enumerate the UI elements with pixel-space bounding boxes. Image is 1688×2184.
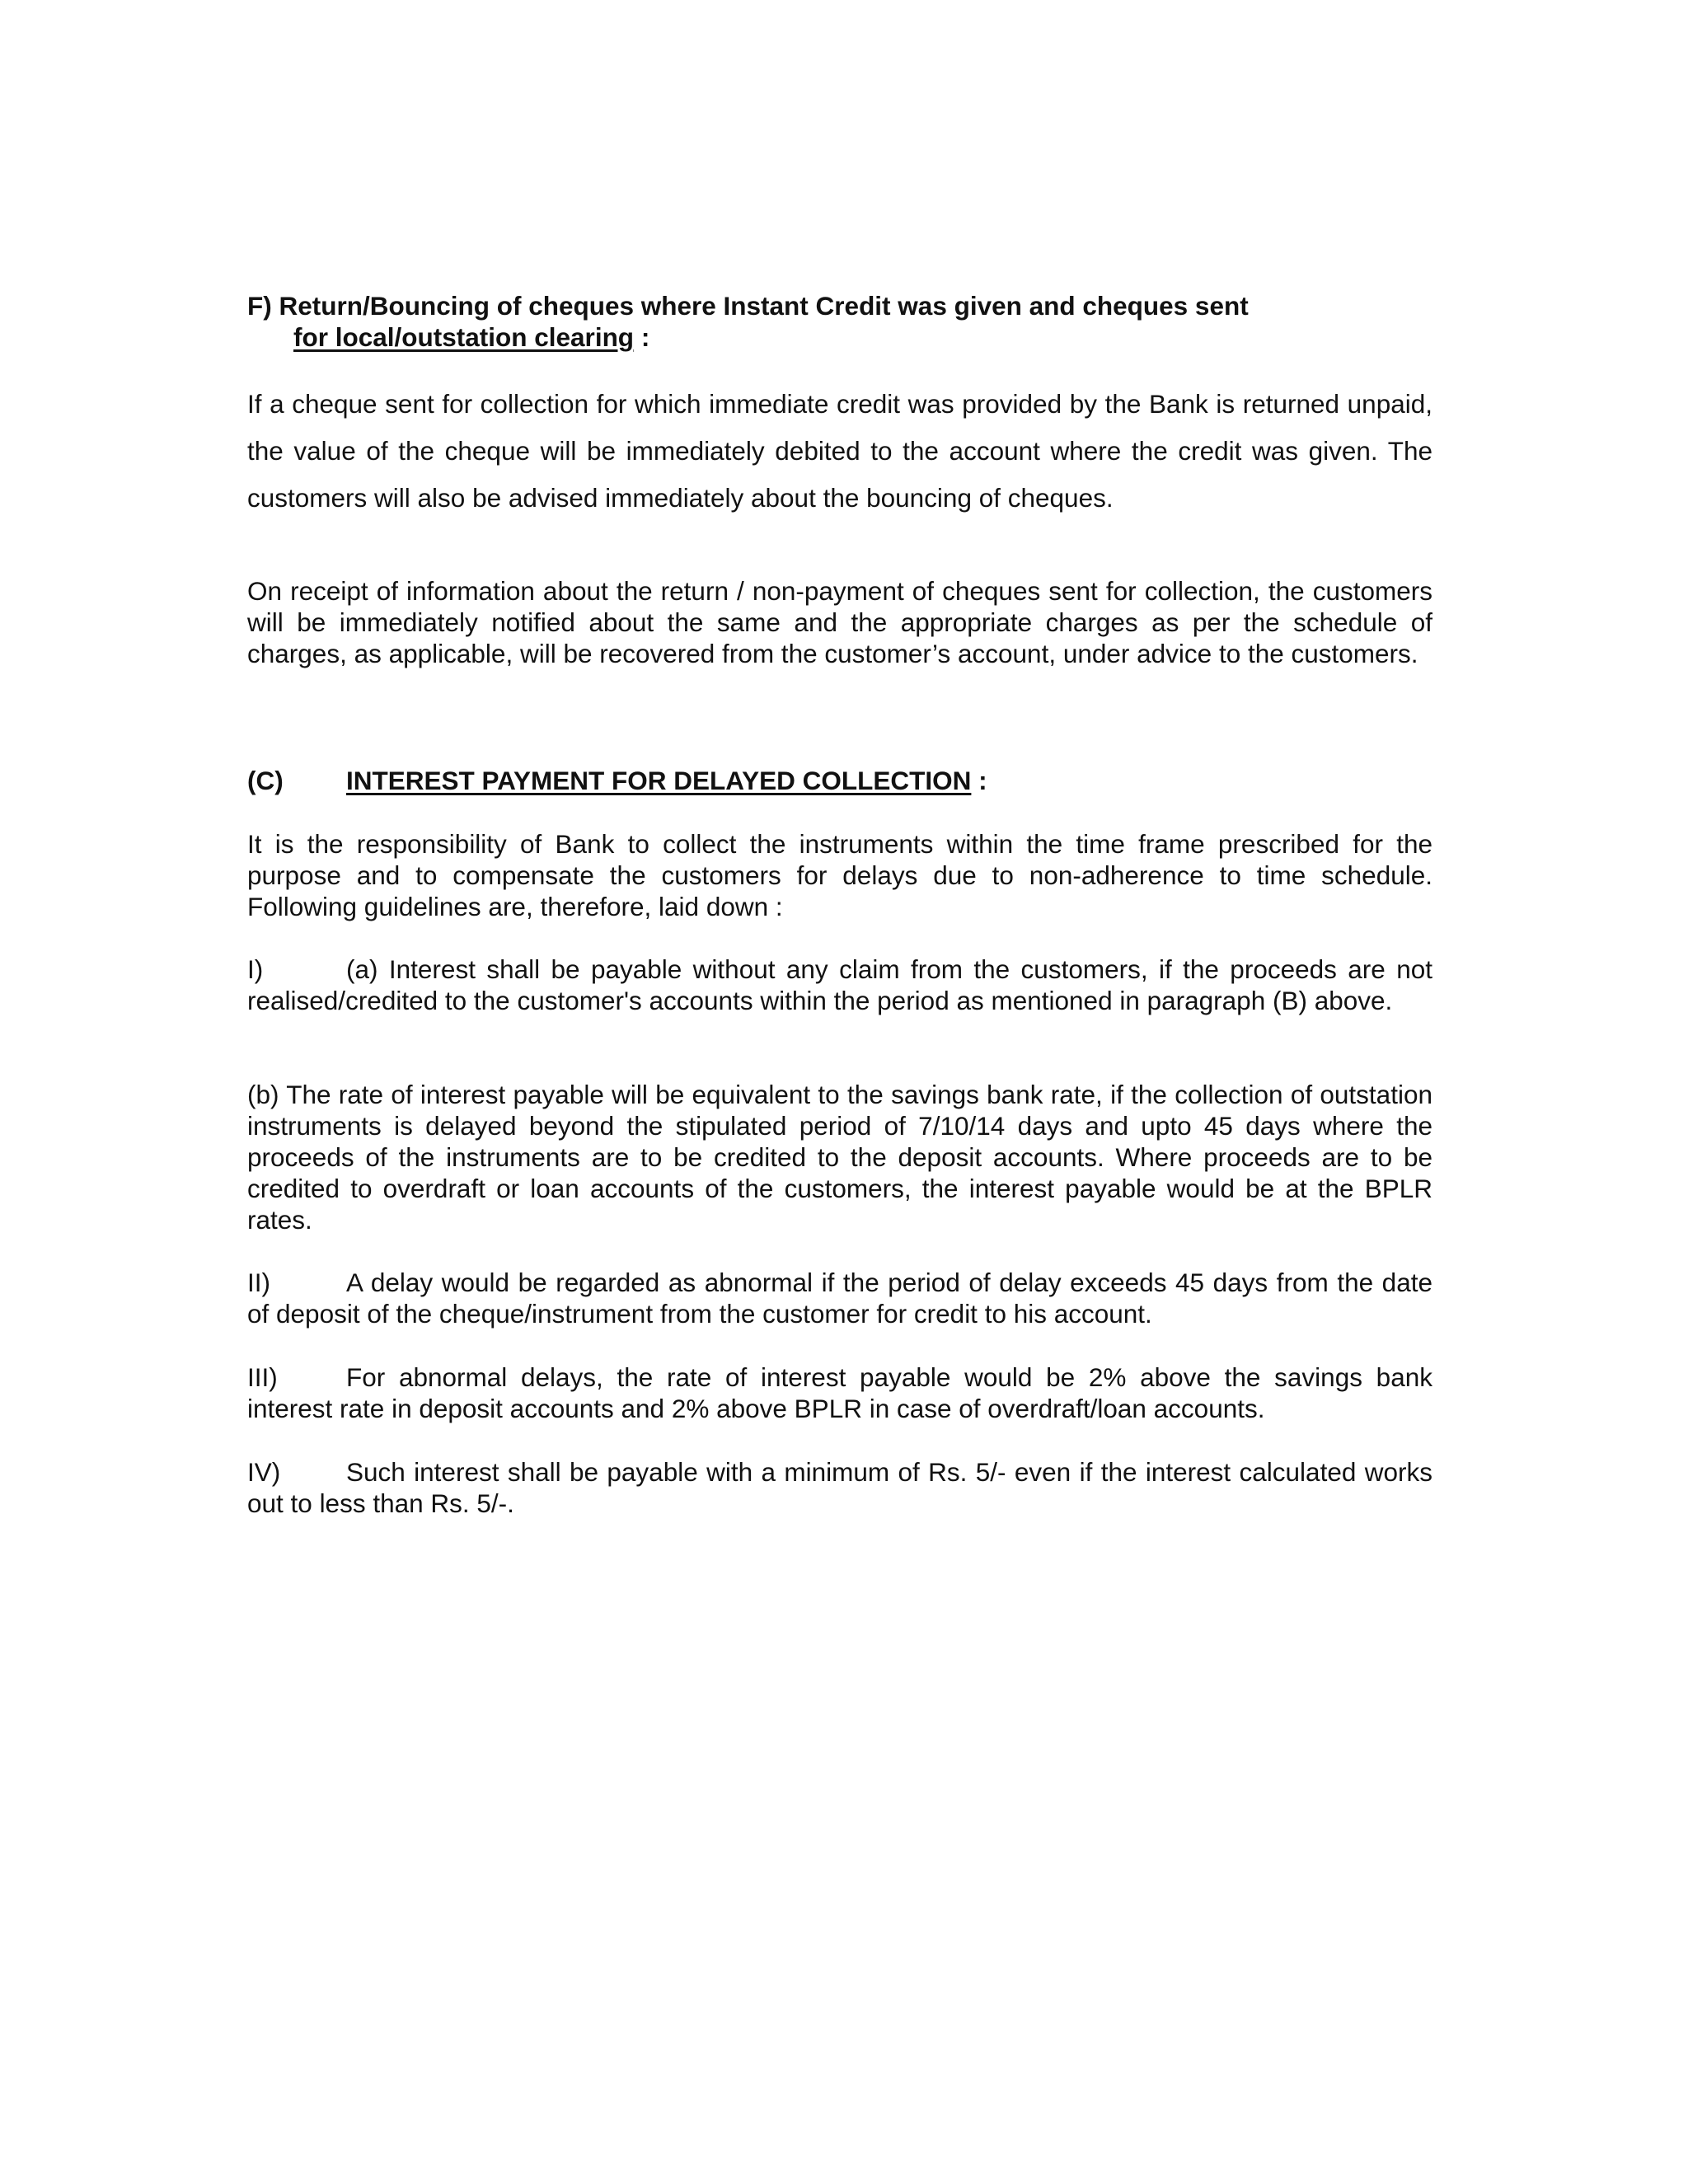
item-text: A delay would be regarded as abnormal if the period of delay exceeds 45 days from the date of deposit of the cheque/instrument from the customer for credit to his account. — [247, 1268, 1432, 1329]
section-c-label: (C) — [247, 766, 284, 795]
section-c-item-3 — [247, 1361, 1432, 1424]
item-text: Such interest shall be payable with a minimum of Rs. 5/- even if the interest calculated works out to less than Rs. 5/-. — [247, 1457, 1432, 1518]
item-label: III) — [247, 1362, 278, 1392]
section-f-heading — [247, 290, 1432, 353]
section-f-heading-underlined: for local/outstation clearing — [293, 322, 635, 352]
section-f-paragraph-2: On receipt of information about the return / non-payment of cheques sent for collection, the customers will be immediately notified about the same and the appropriate charges as per the schedule of charges, as applicable, will be recovered from the customer’s account, under advice to the customers. — [247, 576, 1432, 668]
item-label: IV) — [247, 1457, 281, 1487]
section-f-heading-suffix: : — [634, 322, 650, 352]
item-text: For abnormal delays, the rate of interest payable would be 2% above the savings bank interest rate in deposit accounts and 2% above BPLR in case of overdraft/loan accounts. — [247, 1362, 1432, 1423]
item-text: (b) The rate of interest payable will be equivalent to the savings bank rate, if the collection of outstation instruments is delayed beyond the stipulated period of 7/10/14 days and upto 45 days where the proceeds of the instruments are to be credited to the deposit accounts. Where proceeds are to be credited to overdraft or loan accounts of the customers, the interest payable would be at the BPLR rates. — [247, 1080, 1432, 1235]
item-text: (a) Interest shall be payable without any claim from the customers, if the proceeds are not realised/credited to the customer's accounts within the period as mentioned in paragraph (B) above. — [247, 954, 1432, 1015]
section-c-item-4 — [247, 1456, 1432, 1519]
section-c-item-1a — [247, 954, 1432, 1016]
section-c-item-2 — [247, 1267, 1432, 1329]
item-label: II) — [247, 1268, 270, 1297]
section-c-item-1b — [247, 1079, 1432, 1235]
item-label: I) — [247, 954, 264, 984]
section-f-heading-line1: F) Return/Bouncing of cheques where Instant Credit was given and cheques sent — [247, 291, 1249, 321]
section-c-title-suffix: : — [971, 766, 987, 795]
section-c-intro: It is the responsibility of Bank to collect the instruments within the time frame prescribed for the purpose and to compensate the customers for delays due to non-adherence to time schedule. Following guidelines are, therefore, laid down : — [247, 829, 1432, 921]
section-f-heading-line2 — [247, 321, 1432, 353]
section-f-paragraph-1: If a cheque sent for collection for which immediate credit was provided by the Bank is returned unpaid, the value of the cheque will be immediately debited to the account where the credit was given. The customers will also be advised immediately about the bouncing of cheques. — [247, 389, 1432, 513]
section-c-title: INTEREST PAYMENT FOR DELAYED COLLECTION — [346, 766, 972, 795]
section-c-heading — [247, 765, 1432, 796]
